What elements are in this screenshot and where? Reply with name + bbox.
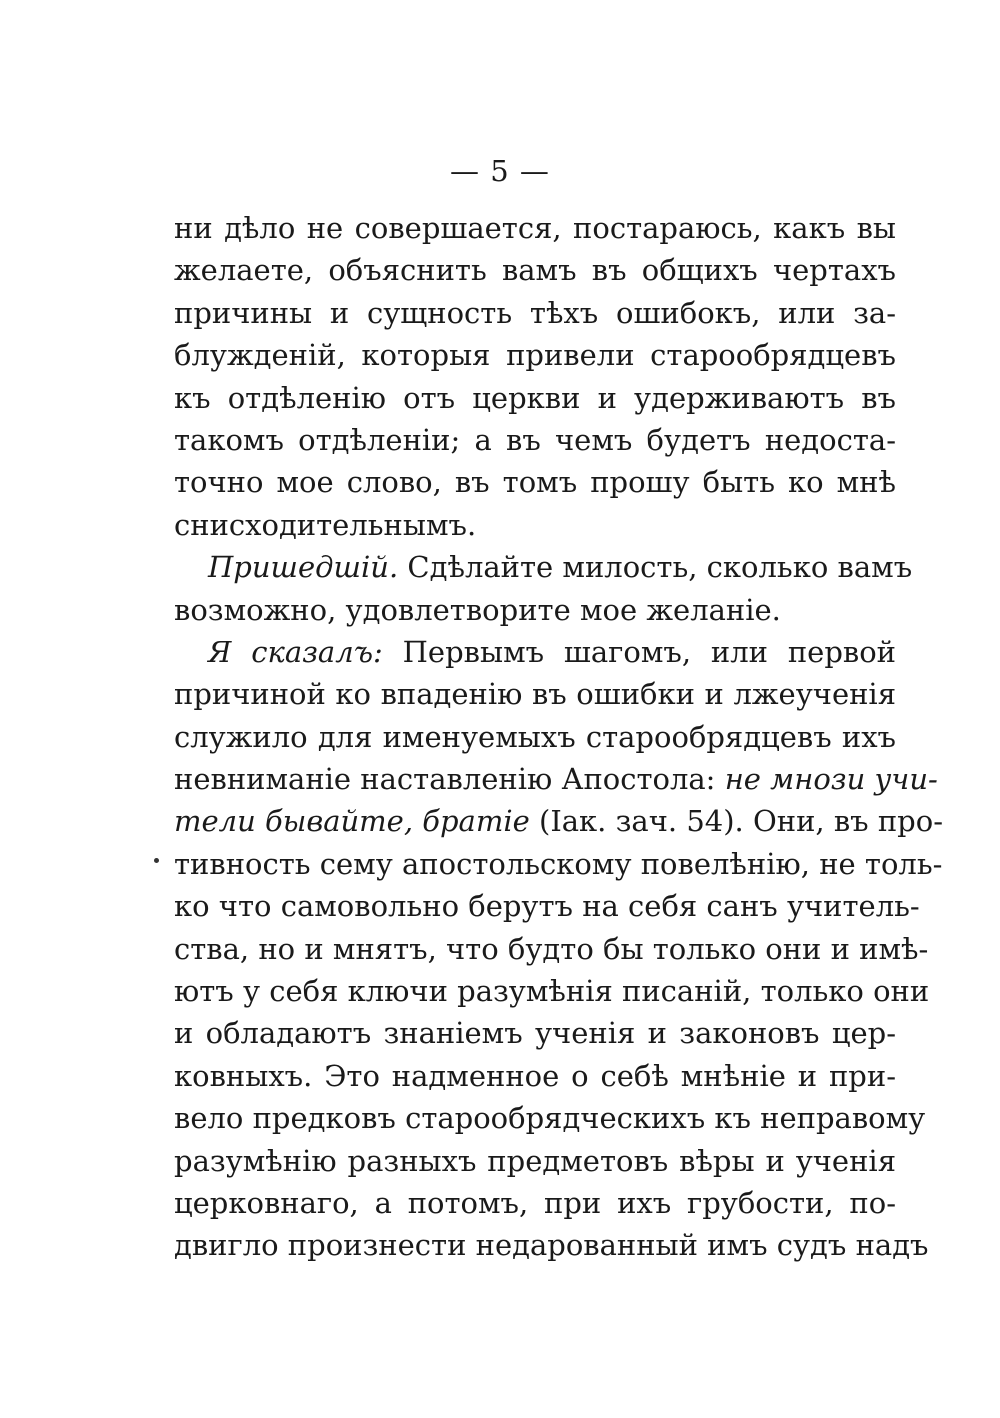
text-line [174, 673, 896, 715]
text-run: невниманіе наставленію Апостола: [174, 762, 725, 797]
text-line [174, 716, 896, 758]
text-run: разумѣнію разныхъ предметовъ вѣры и ученія [174, 1143, 896, 1178]
text-run: желаете, объяснить вамъ въ общихъ чертахъ [174, 253, 896, 288]
text-run: блужденій, которыя привели старообрядцевъ [174, 338, 896, 373]
speaker-label: Я сказалъ: [208, 634, 383, 669]
text-line [174, 1182, 896, 1224]
text-line [174, 1224, 929, 1266]
text-line [174, 800, 944, 842]
text-run: вело предковъ старообрядческихъ къ неправому [174, 1101, 926, 1136]
text-run: ства, но и мнятъ, что будто бы только они и имѣ- [174, 931, 929, 966]
body-text [174, 207, 944, 1267]
text-run: и обладаютъ знаніемъ ученія и законовъ цер- [174, 1016, 896, 1051]
text-line [174, 504, 896, 546]
text-run: точно мое слово, въ томъ прошу быть ко мнѣ [174, 465, 896, 500]
text-line [174, 292, 896, 334]
text-line [174, 1097, 926, 1139]
text-line [174, 249, 896, 291]
text-run: причиной ко впаденію въ ошибки и лжеученія [174, 677, 896, 712]
text-run: церковнаго, а потомъ, при ихъ грубости, по- [174, 1185, 896, 1220]
text-run: тивность сему апостольскому повелѣнію, не толь- [174, 846, 943, 881]
text-run: (Іак. зач. 54). Они, въ про- [529, 804, 944, 839]
text-run: ни дѣло не совершается, постараюсь, какъ вы [174, 211, 896, 245]
text-line [174, 885, 920, 927]
text-run: такомъ отдѣленіи; а въ чемъ будетъ недоста- [174, 422, 896, 457]
text-run: ковныхъ. Это надменное о себѣ мнѣніе и при- [174, 1058, 896, 1093]
text-run: служило для именуемыхъ старообрядцевъ ихъ [174, 719, 896, 754]
text-line [174, 1140, 896, 1182]
text-line [174, 758, 938, 800]
text-line [174, 461, 896, 503]
text-line [174, 334, 896, 376]
text-line [174, 207, 896, 249]
text-line [174, 1012, 896, 1054]
scripture-quote: тели бывайте, братіе [174, 804, 530, 839]
text-run: возможно, удовлетворите мое желаніе. [174, 592, 781, 627]
text-run: ко что самовольно берутъ на себя санъ учитель- [174, 889, 920, 924]
text-line [174, 631, 896, 673]
text-run: ютъ у себя ключи разумѣнія писаній, только они [174, 974, 930, 1009]
text-line [174, 377, 896, 419]
text-run: причины и сущность тѣхъ ошибокъ, или за- [174, 295, 896, 330]
text-line [174, 843, 943, 885]
text-line [174, 589, 896, 631]
page-number: — 5 — [450, 154, 550, 188]
text-line [174, 928, 929, 970]
text-line [174, 1055, 896, 1097]
text-line [174, 970, 930, 1012]
text-run: двигло произнести недарованный имъ судъ надъ [174, 1228, 929, 1263]
speaker-label: Пришедшій. [208, 550, 399, 585]
text-run: Сдѣлайте милость, сколько вамъ [398, 550, 913, 585]
text-run: Первымъ шагомъ, или первой [382, 634, 896, 669]
text-run: къ отдѣленію отъ церкви и удерживаютъ въ [174, 380, 896, 415]
margin-mark [154, 858, 159, 863]
text-run: снисходительнымъ. [174, 507, 477, 542]
scripture-quote: не мнози учи- [724, 762, 938, 797]
text-line [174, 419, 896, 461]
text-line [174, 546, 913, 588]
